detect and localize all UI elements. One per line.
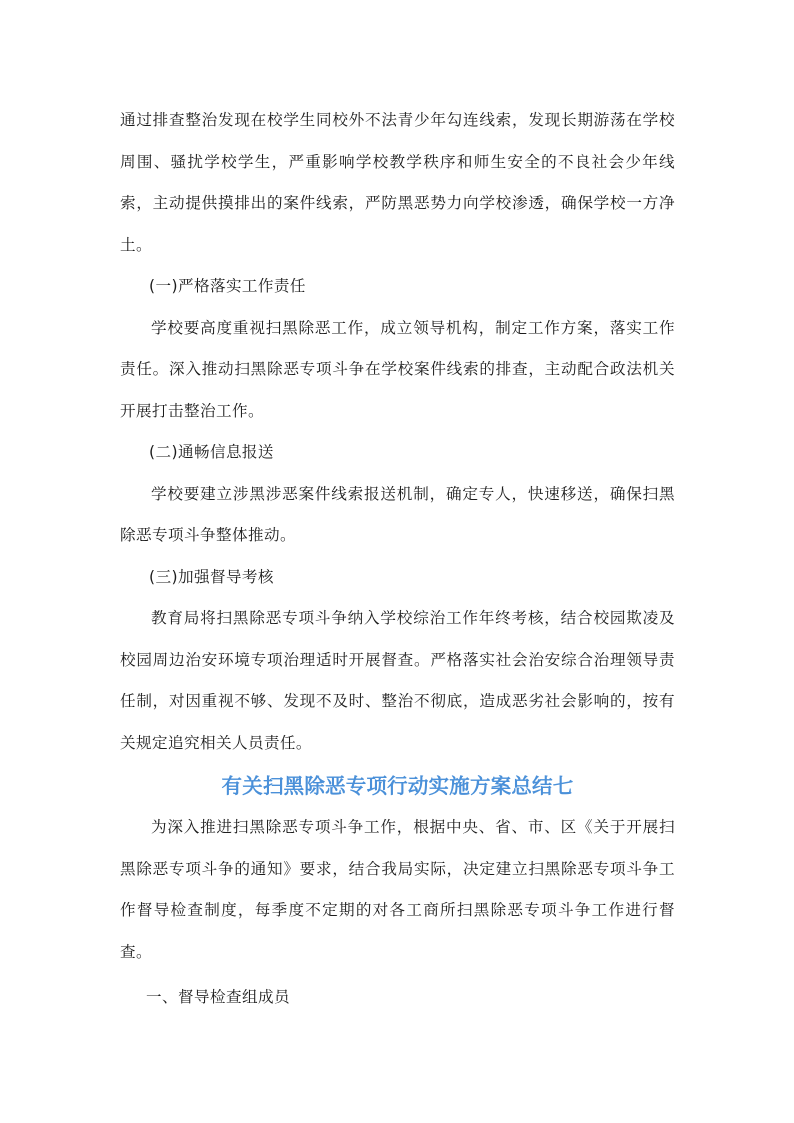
subheading-responsibility: (一)严格落实工作责任 — [149, 277, 306, 295]
section-title: 有关扫黑除恶专项行动实施方案总结七 — [221, 774, 574, 798]
paragraph-introduction: 为深入推进扫黑除恶专项斗争工作，根据中央、省、市、区《关于开展扫黑除恶专项斗争的通知》要求，结合我局实际，决定建立扫黑除恶专项斗争工作督导检查制度，每季度不定期的对各工商所扫黑除恶专项斗争工作进行督查。 — [120, 818, 675, 961]
paragraph-school-investigation: 通过排查整治发现在校学生同校外不法青少年勾连线索，发现长期游荡在学校周围、骚扰学校学生，严重影响学校教学秩序和师生安全的不良社会少年线索，主动提供摸排出的案件线索，严防黑恶势力向学校渗透，确保学校一方净土。 — [120, 111, 675, 254]
paragraph-supervision: 教育局将扫黑除恶专项斗争纳入学校综治工作年终考核，结合校园欺凌及校园周边治安环境专项治理适时开展督查。严格落实社会治安综合治理领导责任制，对因重视不够、发现不及时、整治不彻底，造成恶劣社会影响的，按有关规定追究相关人员责任。 — [120, 609, 675, 752]
paragraph-reporting: 学校要建立涉黑涉恶案件线索报送机制，确定专人，快速移送，确保扫黑除恶专项斗争整体推动。 — [120, 484, 675, 544]
document-body — [120, 100, 675, 1019]
subheading-reporting: (二)通畅信息报送 — [149, 443, 274, 461]
paragraph-responsibility: 学校要高度重视扫黑除恶工作，成立领导机构，制定工作方案，落实工作责任。深入推动扫黑除恶专项斗争在学校案件线索的排查，主动配合政法机关开展打击整治工作。 — [120, 318, 675, 420]
heading-inspection-team: 一、督导检查组成员 — [146, 988, 290, 1006]
subheading-supervision: (三)加强督导考核 — [149, 567, 274, 586]
